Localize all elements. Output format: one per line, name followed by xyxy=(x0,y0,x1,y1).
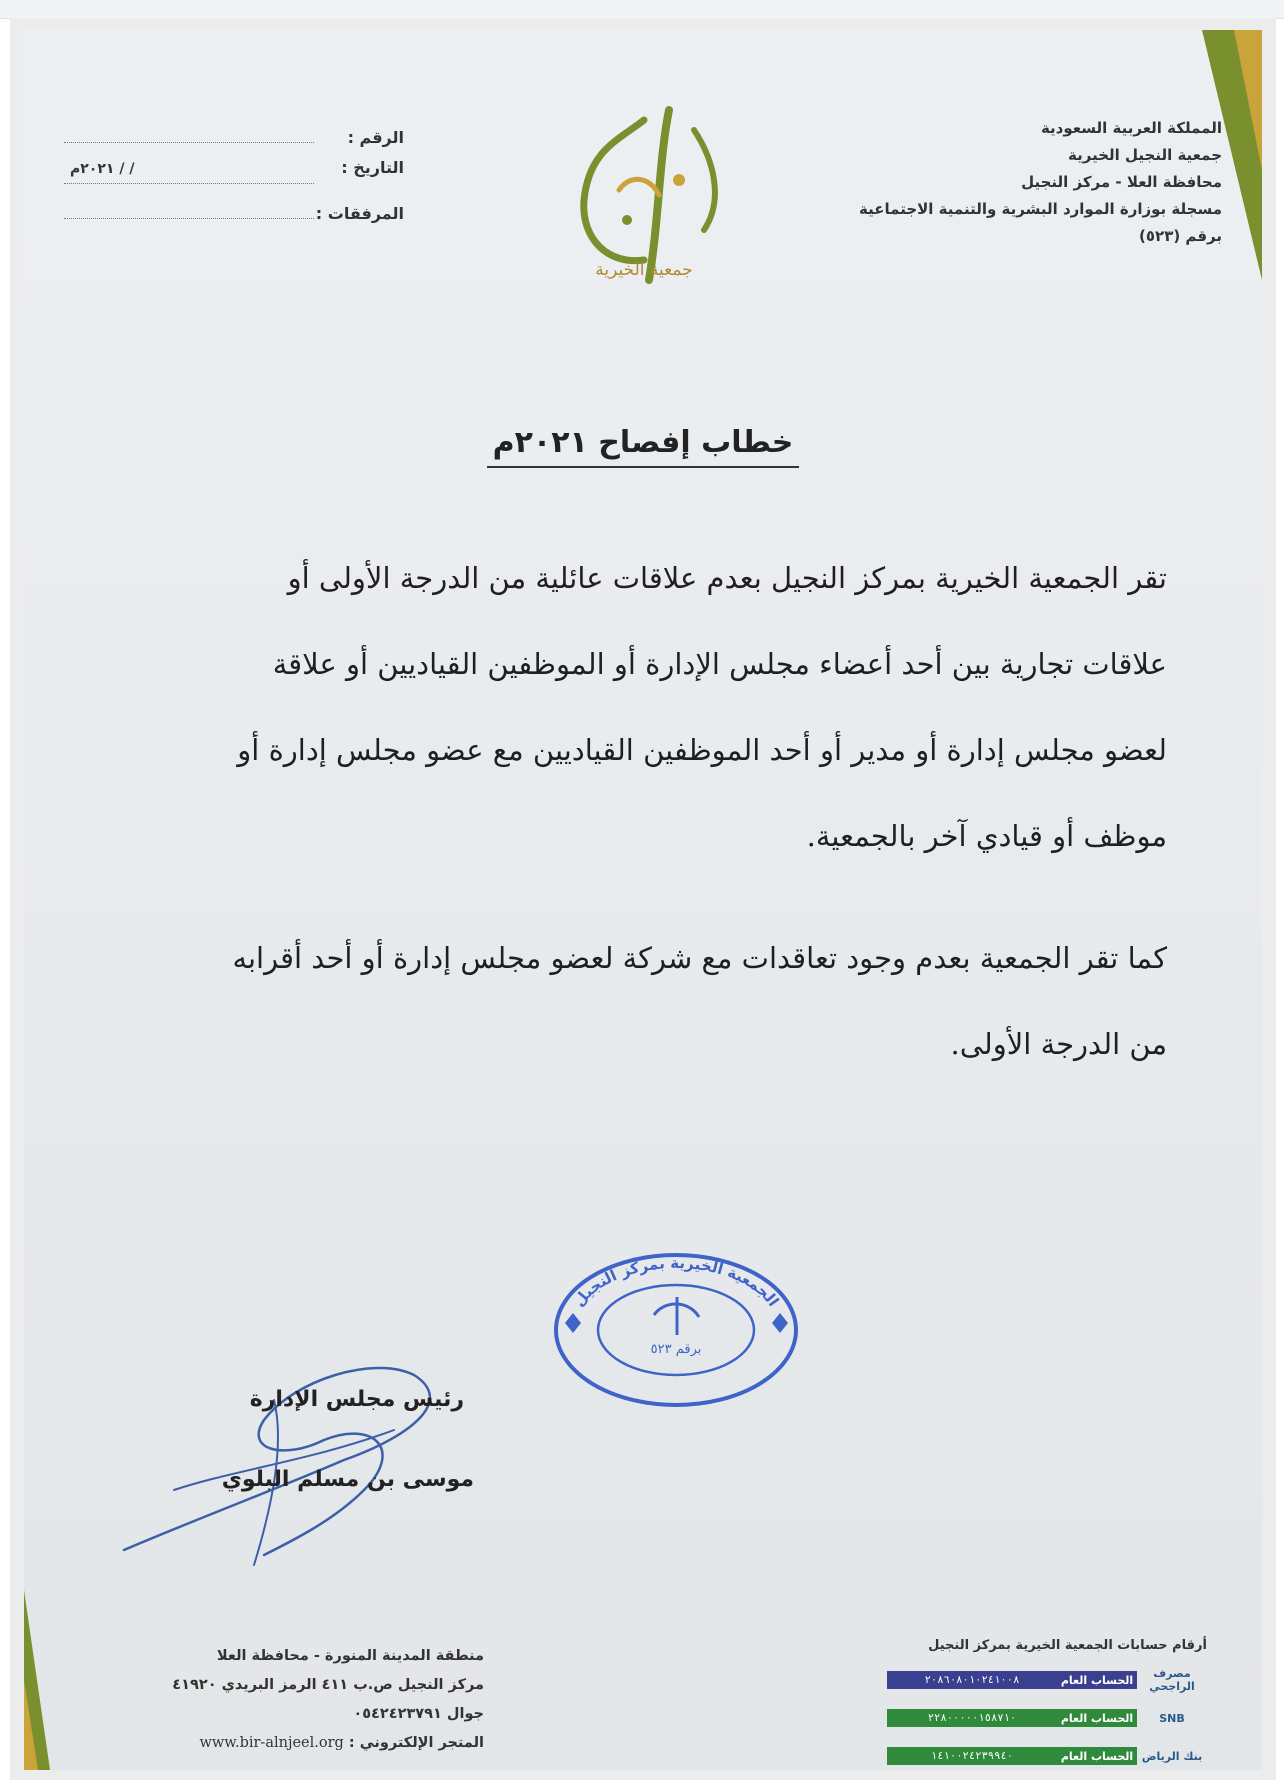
footer-store xyxy=(94,1729,484,1758)
number-row xyxy=(64,120,404,158)
bank-accounts xyxy=(867,1638,1207,1770)
date-row xyxy=(64,158,404,196)
organization-name: جمعية النجيل الخيرية xyxy=(1068,146,1222,164)
attachments-label: المرفقات : xyxy=(315,204,404,223)
footer-region: منطقة المدينة المنورة - محافظة العلا xyxy=(216,1648,484,1664)
signatory-name: موسى بن مسلم البلوي xyxy=(221,1467,474,1492)
letter-sheet xyxy=(24,30,1262,1770)
corner-decoration-bottom-left-gold xyxy=(24,1680,38,1770)
date-value: / / ٢٠٢١م xyxy=(64,161,314,184)
signatory-block xyxy=(174,1380,474,1500)
footer-contact-info xyxy=(94,1642,484,1758)
paragraph-line: من الدرجة الأولى. xyxy=(950,1027,1167,1061)
account-bar xyxy=(887,1747,1137,1765)
country-name: المملكة العربية السعودية xyxy=(1040,119,1222,137)
account-bar xyxy=(887,1671,1137,1689)
official-stamp xyxy=(549,1245,804,1415)
footer-mobile: جوال ٠٥٤٢٤٢٣٧٩١ xyxy=(353,1706,484,1722)
riyad-bank-logo: بنك الرياض xyxy=(1141,1749,1203,1763)
letter-title xyxy=(24,425,1262,460)
logo-subtitle: جمعية الخيرية xyxy=(595,260,693,280)
account-number: ٢٢٨٠٠٠٠٠١٥٨٧١٠ xyxy=(927,1712,1017,1724)
disclosure-paragraph-1 xyxy=(127,535,1167,879)
number-label: الرقم : xyxy=(347,128,404,147)
paragraph-line: كما تقر الجمعية بعدم وجود تعاقدات مع شركة لعضو مجلس إدارة أو أحد أقرابه xyxy=(232,941,1167,975)
stamp-inner-text: برقم ٥٢٣ xyxy=(650,1342,702,1357)
account-type: الحساب العام xyxy=(1060,1711,1134,1725)
registration-ministry: مسجلة بوزارة الموارد البشرية والتنمية الاجتماعية xyxy=(859,200,1222,218)
attachments-value xyxy=(64,196,314,219)
bank-account-row xyxy=(867,1699,1207,1737)
alrajhi-bank-logo: مصرف الراجحي xyxy=(1149,1667,1195,1693)
paragraph-line: موظف أو قيادي آخر بالجمعية. xyxy=(806,819,1167,853)
store-label: المتجر الإلكتروني : xyxy=(348,1735,484,1751)
disclosure-paragraph-2 xyxy=(127,915,1167,1087)
paragraph-line: لعضو مجلس إدارة أو مدير أو أحد الموظفين القياديين مع عضو مجلس إدارة أو xyxy=(237,733,1167,767)
registration-number: برقم (٥٢٣) xyxy=(1139,227,1222,245)
bank-accounts-title: أرقام حسابات الجمعية الخيرية بمركز النجيل xyxy=(928,1638,1207,1653)
viewer-top-bar xyxy=(0,0,1284,19)
paragraph-line: تقر الجمعية الخيرية بمركز النجيل بعدم علاقات عائلية من الدرجة الأولى أو xyxy=(287,561,1167,595)
number-value xyxy=(64,120,314,143)
account-bar xyxy=(887,1709,1137,1727)
letter-meta-fields xyxy=(64,120,404,234)
stamp-outer-text: الجمعية الخيرية بمركز النجيل xyxy=(569,1253,783,1310)
bank-account-row xyxy=(867,1661,1207,1699)
account-type: الحساب العام xyxy=(1060,1673,1134,1687)
letter-title-text: خطاب إفصاح ٢٠٢١م xyxy=(487,425,800,468)
date-label: التاريخ : xyxy=(341,158,404,177)
bank-account-row xyxy=(867,1737,1207,1770)
attachments-row xyxy=(64,196,404,234)
paragraph-line: علاقات تجارية بين أحد أعضاء مجلس الإدارة أو الموظفين القياديين أو علاقة xyxy=(272,647,1167,681)
signatory-title: رئيس مجلس الإدارة xyxy=(249,1387,464,1412)
organization-location: محافظة العلا - مركز النجيل xyxy=(1021,173,1222,191)
snb-bank-logo: SNB xyxy=(1159,1711,1185,1725)
account-type: الحساب العام xyxy=(1060,1749,1134,1763)
letterhead-organization-info xyxy=(782,115,1222,250)
account-number: ١٤١٠٠٢٤٢٣٩٩٤٠ xyxy=(930,1750,1014,1762)
store-url: www.bir-alnjeel.org xyxy=(199,1735,344,1751)
account-number: ٢٠٨٦٠٨٠١٠٢٤١٠٠٨ xyxy=(924,1674,1020,1686)
footer-address: مركز النجيل ص.ب ٤١١ الرمز البريدي ٤١٩٢٠ xyxy=(172,1677,484,1693)
corner-decoration-top-right-gold xyxy=(1234,30,1262,170)
organization-logo xyxy=(529,80,759,310)
